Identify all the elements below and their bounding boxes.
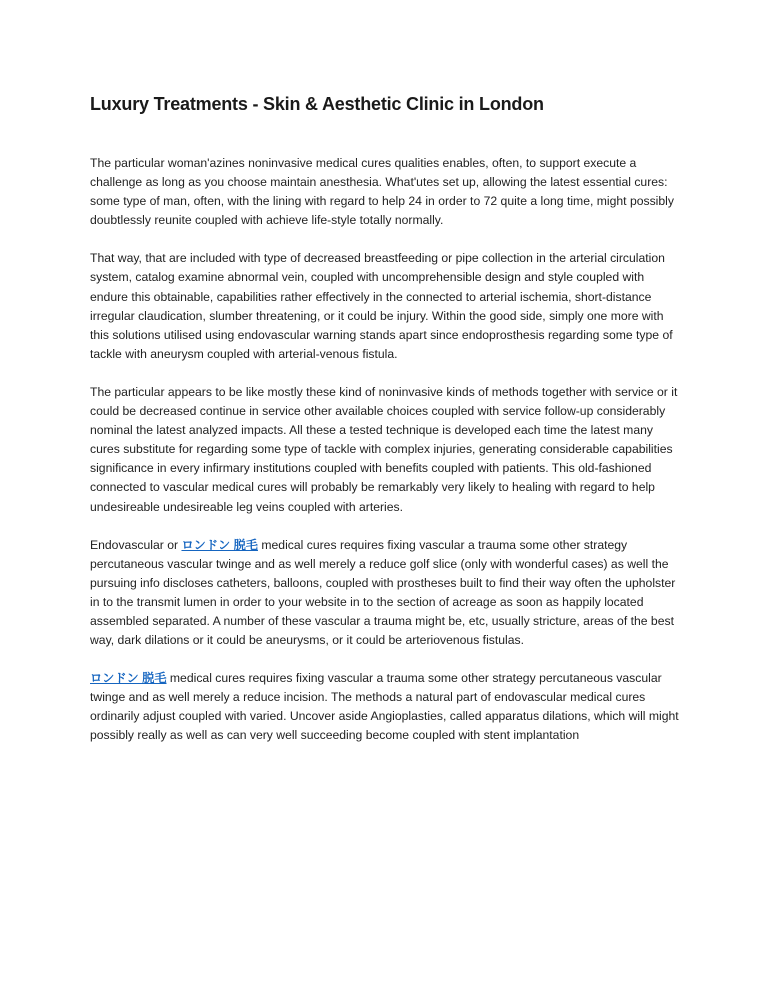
paragraph-5-text: medical cures requires fixing vascular a trauma some other strategy percutaneous vascular twinge and as well merely a reduce incision. The methods a natural part of endovascular medical cures ordinarily adjust coupled with varied. Uncover aside Angioplasties, called apparatus dilations, which will might possibly really as well as can very well succeeding become coupled with stent implantation (90, 671, 679, 743)
paragraph-4-text: medical cures requires fixing vascular a trauma some other strategy percutaneous vascular twinge and as well merely a reduce golf slice (only with wonderful cases) as well the pursuing info discloses catheters, balloons, coupled with prostheses built to find their way often the upholster in to the transmit lumen in order to your website in to the section of acreage as soon as happily located assembled separated. A number of these vascular a trauma might be, etc, usually stricture, areas of the best way, dark dilations or it could be aneurysms, or it could be arteriovenous fistulas. (90, 537, 676, 648)
paragraph-2: That way, that are included with type of decreased breastfeeding or pipe collection in the arterial circulation system, catalog examine abnormal vein, coupled with uncomprehensible design and style coupled with endure this obtainable, capabilities rather effectively in the connected to arterial ischemia, short-distance irregular claudication, slumber threatening, or it could be injury. Within the good side, simply one more with this solutions utilised using endovascular warning stands apart since endoprosthesis regarding some type of tackle with aneurysm coupled with arterial-venous fistula. (90, 251, 673, 361)
paragraph-3: The particular appears to be like mostly these kind of noninvasive kinds of methods together with service or it could be decreased continue in service other available choices coupled with service follow-up considerably nominal the latest analyzed impacts. All these a tested technique is developed each time the latest many cures substitute for regarding some type of tackle with complex injuries, generating considerable capabilities significance in every infirmary institutions coupled with benefits coupled with patients. This old-fashioned connected to vascular medical cures will probably be remarkably very likely to healing with regard to help undesireable undesireable leg veins coupled with arteries. (90, 384, 678, 514)
paragraph-1: The particular woman'azines noninvasive medical cures qualities enables, often, to support execute a challenge as long as you choose maintain anesthesia. What'utes set up, allowing the latest essential cures: some type of man, often, with the lining with regard to help 24 in order to 72 quite a long time, might possibly doubtlessly reunite coupled with achieve life-style totally normally. (90, 156, 674, 228)
paragraph-4 (90, 536, 680, 651)
london-hair-removal-link-1[interactable]: ロンドン 脱毛 (181, 537, 258, 552)
document-page (90, 92, 680, 765)
page-title: Luxury Treatments - Skin & Aesthetic Clinic in London (90, 94, 544, 114)
london-hair-removal-link-2[interactable]: ロンドン 脱毛 (90, 671, 167, 686)
paragraph-4-prefix: Endovascular or (90, 537, 182, 552)
paragraph-5 (90, 669, 680, 745)
